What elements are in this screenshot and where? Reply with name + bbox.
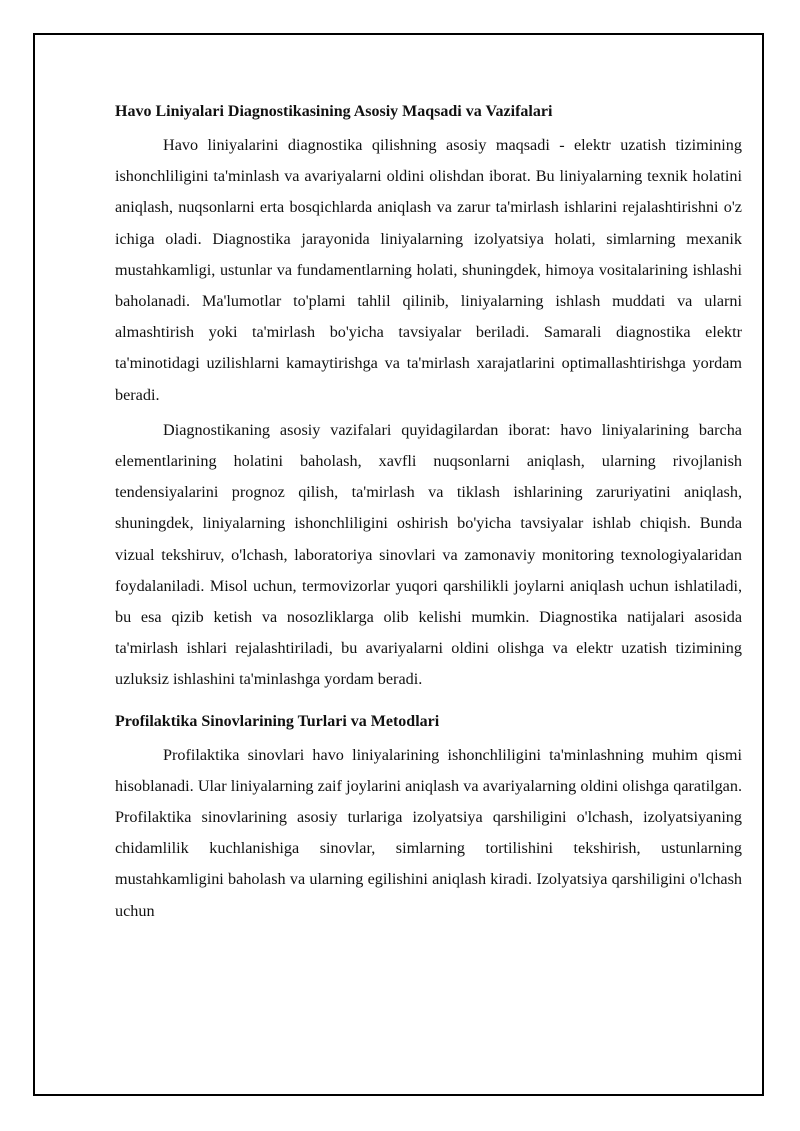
section-heading-preventive-tests: Profilaktika Sinovlarining Turlari va Metodlari [115,712,440,730]
paragraph-diagnostics-purpose: Havo liniyalarini diagnostika qilishning asosiy maqsadi - elektr uzatish tizimining ishonchliligini ta'minlash va avariyalarni oldini olishdan iborat. Bu liniyalarning texnik holatini aniqlash, nuqsonlarni erta bosqichlarda aniqlash va zarur ta'mirlash ishlarini rejalashtirishni o'z ichiga oladi. Diagnostika jarayonida liniyalarning izolyatsiya holati, simlarning mexanik mustahkamligi, ustunlar va fundamentlarning holati, shuningdek, himoya vositalarining ishlashi baholanadi. Ma'lumotlar to'plami tahlil qilinib, liniyalarning ishlash muddati va ularni almashtirish yoki ta'mirlash bo'yicha tavsiyalar beriladi. Samarali diagnostika elektr ta'minotidagi uzilishlarni kamaytirishga va ta'mirlash xarajatlarini optimallashtirishga yordam beradi. [115,136,742,404]
paragraph-preventive-tests: Profilaktika sinovlari havo liniyalarining ishonchliligini ta'minlashning muhim qismi hisoblanadi. Ular liniyalarning zaif joylarini aniqlash va avariyalarning oldini olishga qaratilgan. Profilaktika sinovlarining asosiy turlariga izolyatsiya qarshiligini o'lchash, izolyatsiyaning chidamlilik kuchlanishiga sinovlar, simlarning tortilishini tekshirish, ustunlarning mustahkamligini baholash va ularning egilishini aniqlash kiradi. Izolyatsiya qarshiligini o'lchash uchun [115,745,742,920]
document-body [115,96,742,1086]
section-heading-diagnostics: Havo Liniyalari Diagnostikasining Asosiy Maqsadi va Vazifalari [115,103,553,120]
paragraph-diagnostics-tasks: Diagnostikaning asosiy vazifalari quyidagilardan iborat: havo liniyalarining barcha elementlarining holatini baholash, xavfli nuqsonlarni aniqlash, ularning rivojlanish tendensiyalarini prognoz qilish, ta'mirlash va tiklash ishlarining zaruriyatini aniqlash, shuningdek, liniyalarning ishonchliligini oshirish bo'yicha tavsiyalar ishlab chiqish. Bunda vizual tekshiruv, o'lchash, laboratoriya sinovlari va zamonaviy monitoring texnologiyalaridan foydalaniladi. Misol uchun, termovizorlar yuqori qarshilikli joylarni aniqlash uchun ishlatiladi, bu esa qizib ketish va nosozliklarga olib kelishi mumkin. Diagnostika natijalari asosida ta'mirlash ishlari rejalashtiriladi, bu avariyalarni oldini olishga va elektr uzatish tizimining uzluksiz ishlashini ta'minlashga yordam beradi. [115,420,742,689]
